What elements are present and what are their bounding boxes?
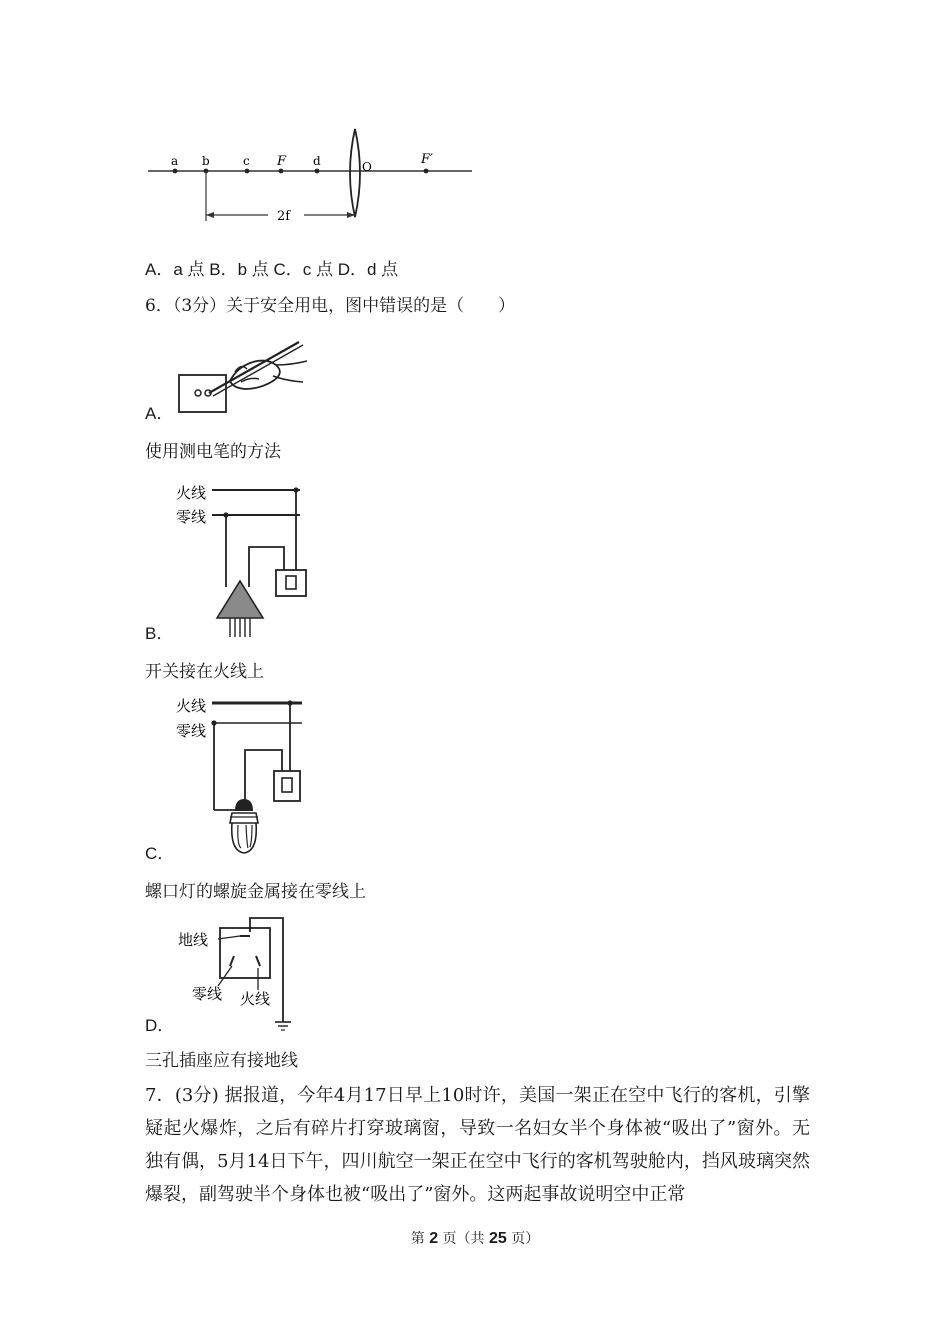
q7-text: 7．(3分) 据报道，今年4月17日早上10时许，美国一架正在空中飞行的客机，引擎疑起火爆炸，之后有碎片打穿玻璃窗，导致一名妇女半个身体被“吸出了”窗外。无独有偶，5月14日下午，四川航空一架正在空中飞行的客机驾驶舱内，挡风玻璃突然爆裂，副驾驶半个身体也被“吸出了”窗外。这两起事故说明空中正常 <box>145 1085 810 1205</box>
footer-middle: 页（共 <box>442 1231 485 1247</box>
footer-suffix: 页） <box>511 1231 540 1247</box>
neutral-wire-label-c: 零线 <box>176 722 207 740</box>
option-a-letter: A． <box>145 404 174 423</box>
convex-lens <box>350 129 360 217</box>
switch-wiring-figure-b <box>172 475 312 640</box>
point-b-label: b <box>202 154 210 168</box>
neutral-wire-label-d: 零线 <box>192 985 223 1003</box>
option-b-letter: B． <box>145 624 174 643</box>
test-pen-figure <box>175 335 310 417</box>
option-b-caption: 开关接在火线上 <box>145 662 264 682</box>
lamp-wiring-figure-c <box>172 693 312 863</box>
option-c-caption: 螺口灯的螺旋金属接在零线上 <box>145 882 366 902</box>
footer-prefix: 第 <box>410 1231 425 1247</box>
ground-wire-label: 地线 <box>178 931 209 949</box>
dimension-label: 2f <box>277 209 291 224</box>
live-wire-label-d: 火线 <box>240 990 271 1008</box>
q6-stem: 6．（3分）关于安全用电，图中错误的是（ ） <box>145 296 516 316</box>
option-d-letter: D． <box>145 1016 175 1035</box>
three-hole-socket-figure-d <box>170 912 300 1032</box>
page-footer <box>0 1228 950 1248</box>
option-d-caption: 三孔插座应有接地线 <box>145 1051 298 1071</box>
lens-figure <box>140 125 480 225</box>
point-f-prime-label: F′ <box>421 152 433 167</box>
point-f-label: F <box>277 154 287 169</box>
live-wire-label-b: 火线 <box>176 484 207 502</box>
footer-total-pages: 25 <box>489 1230 507 1247</box>
option-a-caption: 使用测电笔的方法 <box>145 442 281 462</box>
point-d-label: d <box>313 154 321 168</box>
live-wire-label-c: 火线 <box>176 697 207 715</box>
point-o-label: O <box>362 160 372 174</box>
option-c-letter: C． <box>145 844 175 863</box>
point-a-label: a <box>171 154 179 168</box>
neutral-wire-label-b: 零线 <box>176 508 207 526</box>
footer-page-number: 2 <box>429 1230 439 1247</box>
q5-options: A．a 点 B．b 点 C．c 点 D．d 点 <box>145 260 399 279</box>
point-c-label: c <box>243 154 250 168</box>
